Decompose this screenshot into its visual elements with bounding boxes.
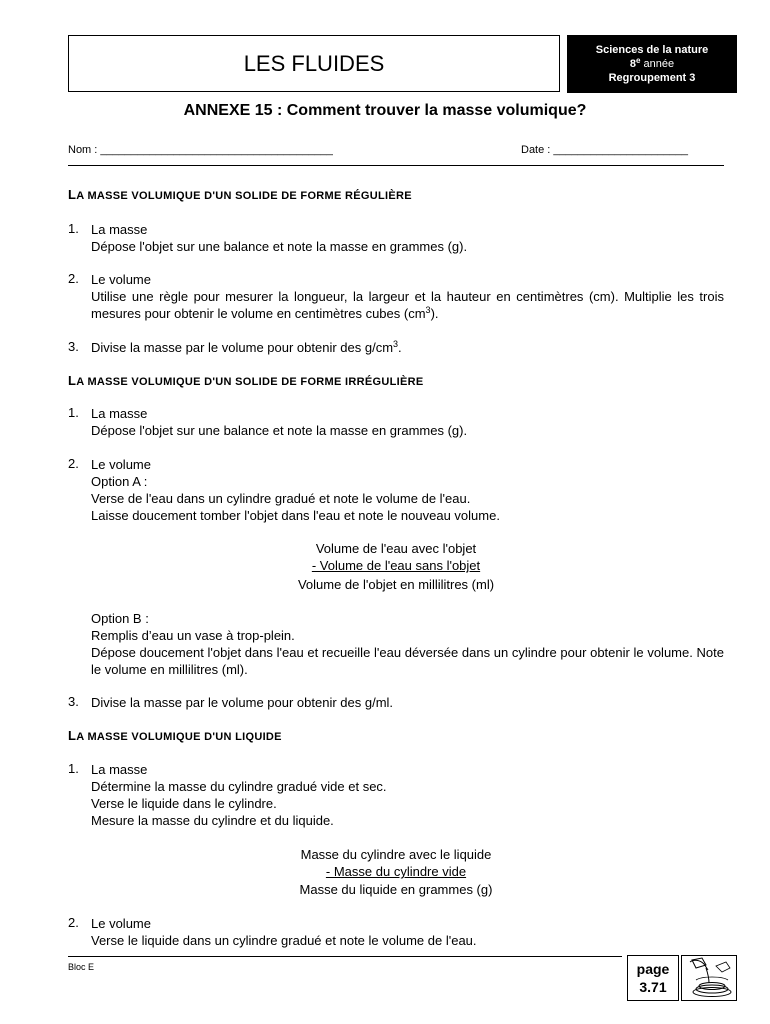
title-text: LES FLUIDES (243, 50, 385, 76)
option-a-step-2: Laisse doucement tomber l'objet dans l'eau et note le nouveau volume. (91, 508, 500, 523)
equation-line-2: - Masse du cylindre vide (325, 864, 467, 879)
item-title: Le volume (91, 916, 151, 931)
option-a-step-1: Verse de l'eau dans un cylindre gradué et note le volume de l'eau. (91, 491, 471, 506)
list-number: 1. (68, 221, 79, 236)
footer-divider (68, 956, 622, 957)
badge-subject: Sciences de la nature (595, 44, 709, 56)
header-divider (68, 165, 724, 166)
name-field: Nom : ______________________________________ (68, 144, 333, 156)
document-title (68, 35, 560, 92)
option-b-label: Option B : (91, 611, 149, 626)
annexe-title: ANNEXE 15 : Comment trouver la masse volumique? (183, 102, 587, 119)
section-heading-liquid: LA MASSE VOLUMIQUE D'UN LIQUIDE (68, 728, 282, 743)
item-text: Dépose l'objet sur une balance et note la masse en grammes (g). (91, 239, 468, 254)
badge-cluster: Regroupement 3 (608, 72, 696, 84)
equation-line-2: - Volume de l'eau sans l'objet (311, 558, 481, 573)
badge-grade: 8e année (629, 56, 675, 70)
item-text: Divise la masse par le volume pour obtenir des $g/cm^3$. (91, 339, 402, 355)
equation-result: Masse du liquide en grammes (g) (299, 882, 493, 897)
item-step-3: Mesure la masse du cylindre et du liquide. (91, 813, 334, 828)
equation-result: Volume de l'objet en millilitres (ml) (297, 577, 495, 592)
option-a-label: Option A : (91, 474, 148, 489)
beaker-pouring-icon (682, 956, 736, 1000)
list-number: 1. (68, 405, 79, 420)
page-number: 3.71 (639, 979, 667, 995)
equation-line-1: Volume de l'eau avec l'objet (315, 541, 477, 556)
page-number-box (627, 955, 679, 1001)
list-number: 1. (68, 761, 79, 776)
list-number: 3. (68, 694, 79, 709)
item-title: La masse (91, 222, 148, 237)
option-b-step-2: Dépose doucement l'objet dans l'eau et recueille l'eau déversée dans un cylindre pour obtenir le volume. Note le volume en millilitres (ml). (91, 645, 724, 677)
list-number: 2. (68, 271, 79, 286)
page-icon-box (681, 955, 737, 1001)
item-title: La masse (91, 762, 148, 777)
section-heading-regular-solid: LA MASSE VOLUMIQUE D'UN SOLIDE DE FORME RÉGULIÈRE (68, 187, 412, 202)
item-title: Le volume (91, 457, 151, 472)
section-heading-irregular-solid: LA MASSE VOLUMIQUE D'UN SOLIDE DE FORME IRRÉGULIÈRE (68, 373, 424, 388)
item-text: Utilise une règle pour mesurer la longueur, la largeur et la hauteur en centimètres (cm). Multiplie les trois mesures pour obtenir le volume en centimètres cubes $(cm^3)$. (91, 289, 724, 321)
item-title: Le volume (91, 272, 151, 287)
grade-badge (567, 35, 737, 93)
date-field: Date : ______________________ (521, 144, 688, 156)
footer-bloc: Bloc E (68, 962, 95, 972)
option-b-step-1: Remplis d’eau un vase à trop-plein. (91, 628, 295, 643)
list-number: 2. (68, 456, 79, 471)
item-text: Dépose l'objet sur une balance et note la masse en grammes (g). (91, 423, 468, 438)
list-number: 3. (68, 339, 79, 354)
list-number: 2. (68, 915, 79, 930)
item-text: Divise la masse par le volume pour obtenir des g/ml. (91, 695, 394, 710)
item-title: La masse (91, 406, 148, 421)
item-step-1: Détermine la masse du cylindre gradué vide et sec. (91, 779, 387, 794)
item-step-2: Verse le liquide dans le cylindre. (91, 796, 277, 811)
page-word: page (636, 961, 670, 977)
equation-line-1: Masse du cylindre avec le liquide (300, 847, 492, 862)
item-text: Verse le liquide dans un cylindre gradué et note le volume de l'eau. (91, 933, 477, 948)
